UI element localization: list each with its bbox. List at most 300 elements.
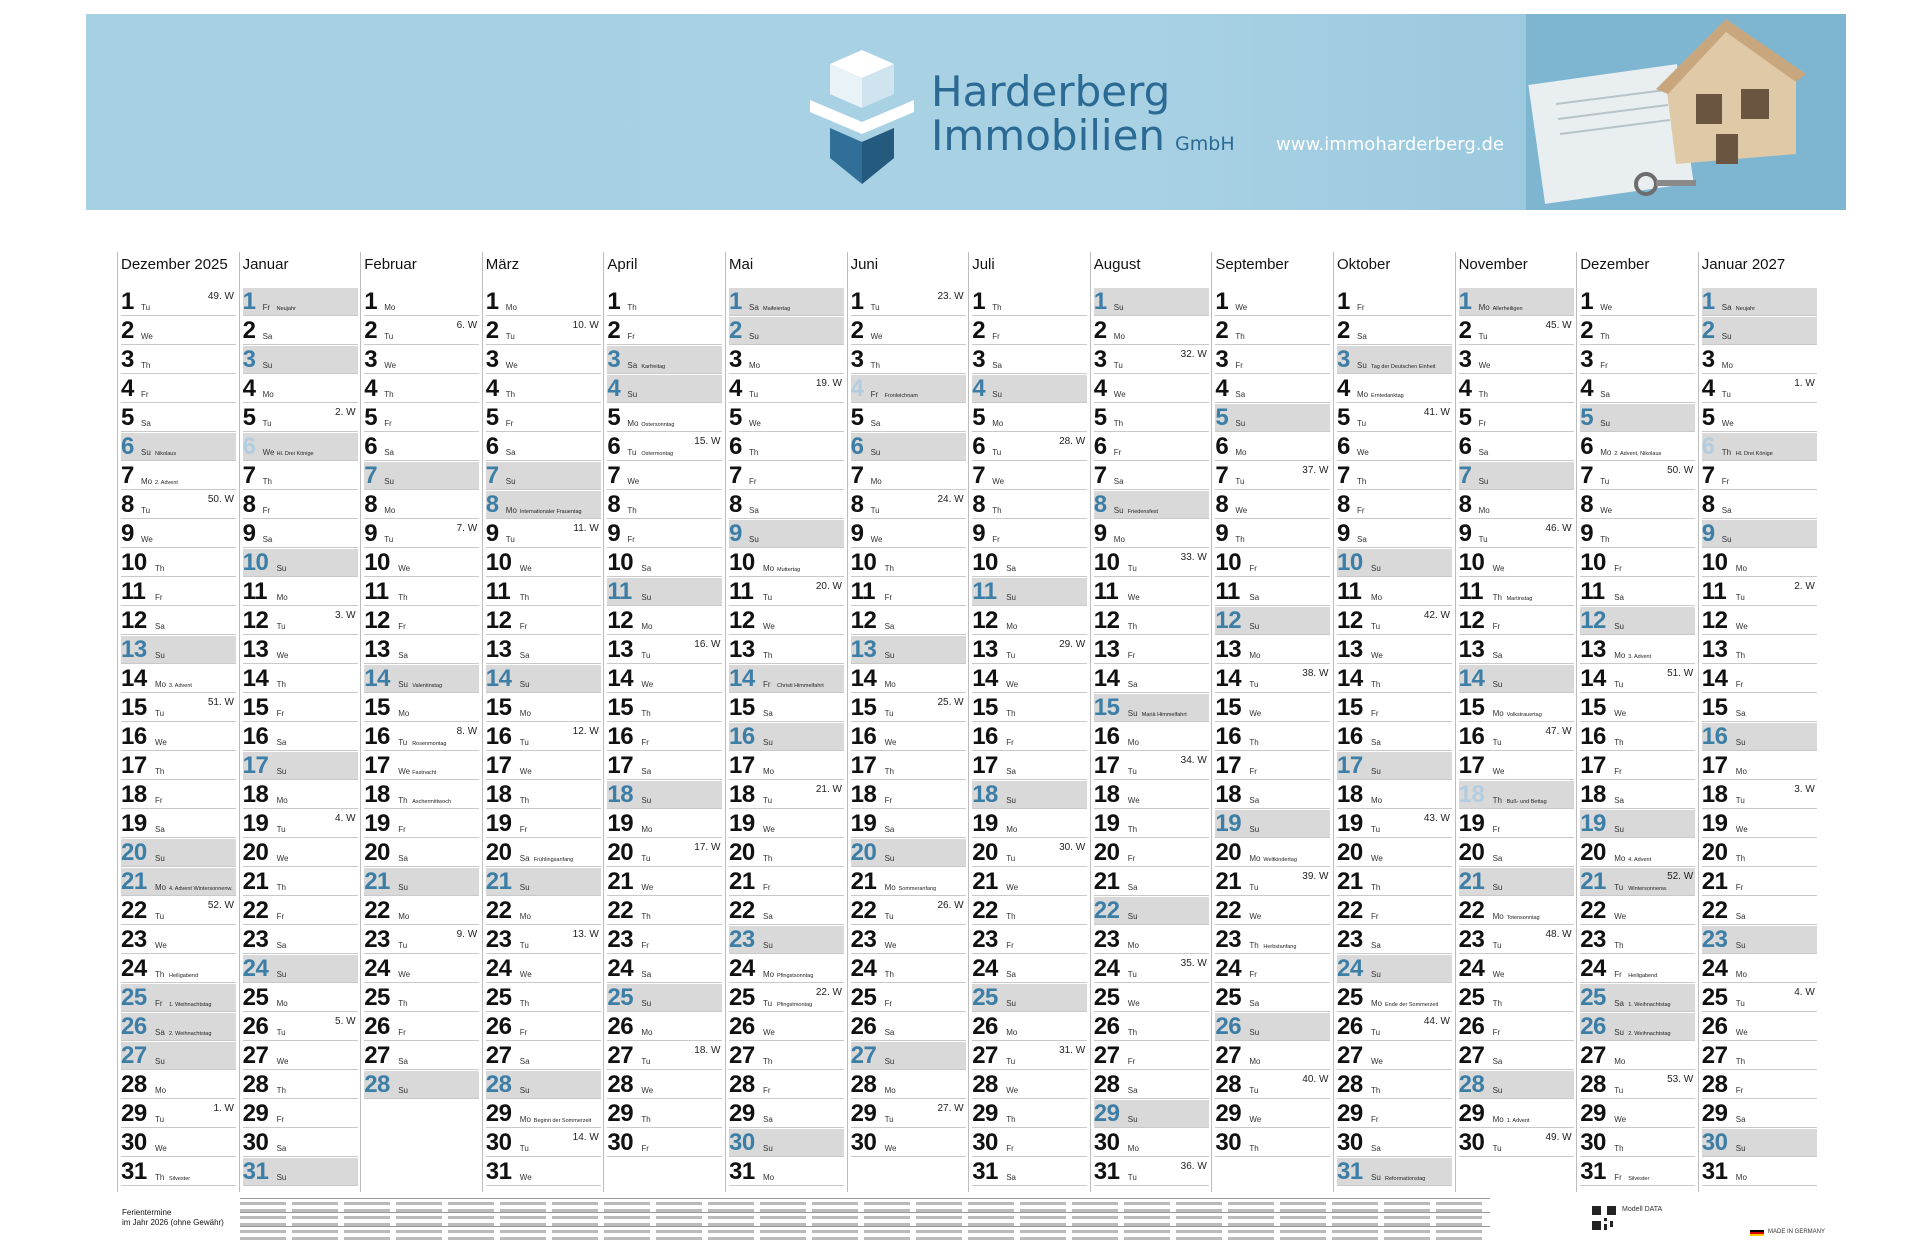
day-row (1094, 1042, 1209, 1070)
day-number: 2 (607, 317, 621, 344)
day-number: 7 (850, 462, 864, 489)
day-row (121, 694, 236, 722)
weekday-label: Fr (519, 825, 528, 834)
weekday-label: Tu (641, 854, 651, 863)
weekday-label: Sa (276, 941, 287, 950)
weekday-label: Th (627, 506, 637, 515)
weekday-label: Th (1235, 332, 1245, 341)
table-cell (396, 1202, 442, 1205)
week-number: 1. W (1794, 378, 1815, 389)
day-number: 4 (1458, 375, 1472, 402)
weekday-label: We (992, 477, 1005, 486)
table-cell (1072, 1202, 1118, 1205)
table-cell (1384, 1202, 1430, 1205)
day-number: 30 (242, 1129, 269, 1156)
weekday-label: We (1127, 796, 1140, 805)
day-row (607, 810, 722, 838)
day-row (1337, 520, 1452, 548)
day-number: 20 (1701, 839, 1728, 866)
weekday-label: Mo (1249, 651, 1261, 660)
day-row (1580, 346, 1695, 374)
day-number: 19 (485, 810, 512, 837)
day-row (851, 607, 966, 635)
day-row (1580, 723, 1695, 751)
weekday-label: Sa (763, 1115, 773, 1124)
day-row (1094, 636, 1209, 664)
day-row (243, 346, 358, 374)
day-row (851, 665, 966, 693)
holiday-note: Rosenmontag (412, 741, 447, 747)
day-row (1337, 984, 1452, 1012)
day-row (243, 1158, 358, 1186)
day-number: 19 (607, 810, 634, 837)
weekday-label: Th (1371, 680, 1381, 689)
table-cell (1176, 1230, 1222, 1233)
day-number: 25 (242, 984, 269, 1011)
day-number: 23 (1093, 926, 1120, 953)
weekday-label: Sa (141, 419, 151, 428)
ferien-title: Ferientermine (122, 1208, 172, 1217)
day-number: 31 (1701, 1158, 1728, 1185)
day-row (121, 1071, 236, 1099)
holiday-note: 1. Weihnachtstag (1628, 1002, 1671, 1008)
day-row (1094, 897, 1209, 925)
day-number: 27 (729, 1042, 755, 1069)
day-number: 1 (1215, 288, 1229, 315)
day-row (607, 462, 722, 490)
weekday-label: Mo (749, 361, 761, 370)
day-row (1094, 288, 1209, 316)
weekday-label: Sa (1492, 854, 1503, 863)
weekday-label: Su (1127, 1115, 1138, 1124)
weekday-label: Th (1113, 419, 1124, 428)
day-row (972, 1129, 1087, 1157)
weekday-label: Su (398, 1086, 408, 1095)
day-number: 11 (1215, 578, 1240, 605)
weekday-label: We (1614, 1115, 1627, 1124)
day-row (1094, 520, 1209, 548)
day-row (1215, 346, 1330, 374)
day-number: 24 (607, 955, 634, 982)
table-cell (656, 1223, 702, 1226)
weekday-label: Fr (884, 593, 893, 602)
table-cell (500, 1216, 546, 1219)
day-number: 1 (1093, 288, 1107, 315)
day-number: 14 (1701, 665, 1728, 692)
day-number: 6 (729, 433, 742, 460)
day-row (607, 984, 722, 1012)
day-number: 26 (121, 1013, 147, 1040)
day-row (1702, 404, 1817, 432)
day-number: 25 (1093, 984, 1120, 1011)
day-number: 7 (1215, 462, 1229, 489)
day-number: 7 (121, 462, 134, 489)
day-number: 1 (607, 288, 621, 315)
day-row (1215, 375, 1330, 403)
weekday-label: Sa (1357, 332, 1367, 341)
weekday-label: We (1614, 912, 1627, 921)
day-number: 21 (1580, 868, 1606, 895)
day-number: 9 (1093, 520, 1107, 547)
day-row (1459, 694, 1574, 722)
weekday-label: Fr (1735, 1086, 1744, 1095)
day-number: 17 (850, 752, 877, 779)
day-row (364, 868, 479, 896)
month-header: August (1093, 256, 1141, 273)
day-number: 31 (729, 1158, 755, 1185)
weekday-label: Tu (1235, 477, 1245, 486)
day-row (851, 404, 966, 432)
day-row (486, 462, 601, 490)
day-number: 22 (364, 897, 390, 924)
day-row (1459, 607, 1574, 635)
weekday-label: Fr (1614, 1173, 1622, 1182)
weekday-label: Fr (1006, 1144, 1014, 1153)
table-cell (344, 1202, 390, 1205)
day-row (121, 810, 236, 838)
day-number: 12 (607, 607, 634, 634)
day-row (243, 1042, 358, 1070)
day-number: 6 (485, 433, 499, 460)
day-number: 28 (485, 1071, 512, 1098)
day-number: 28 (1458, 1071, 1485, 1098)
table-cell (760, 1237, 806, 1240)
day-number: 1 (1458, 288, 1472, 315)
day-number: 9 (242, 520, 256, 547)
weekday-label: Th (1600, 535, 1610, 544)
day-row (1580, 1158, 1695, 1186)
day-row (729, 1158, 844, 1186)
weekday-label: Th (262, 477, 272, 486)
table-cell (1124, 1216, 1170, 1219)
day-row (243, 607, 358, 635)
weekday-label: Fr (627, 332, 635, 341)
month-column (1580, 252, 1695, 1192)
weekday-label: Th (505, 390, 516, 399)
weekday-label: Fr (1371, 709, 1379, 718)
weekday-label: Th (398, 999, 408, 1008)
day-row (486, 1158, 601, 1186)
weekday-label: Fr (155, 796, 163, 805)
day-row (1580, 520, 1695, 548)
day-row (729, 433, 844, 461)
day-row (1215, 462, 1330, 490)
weekday-label: Su (1235, 419, 1246, 428)
day-number: 5 (242, 404, 256, 431)
weekday-label: Th (276, 1086, 286, 1095)
week-number: 28. W (1059, 436, 1086, 447)
weekday-label: We (884, 941, 897, 950)
day-row (729, 752, 844, 780)
day-number: 8 (121, 491, 134, 518)
day-row (729, 839, 844, 867)
day-row (121, 781, 236, 809)
day-number: 16 (485, 723, 512, 750)
month-column (729, 252, 844, 1192)
month-column (121, 252, 236, 1192)
table-cell (448, 1202, 494, 1205)
day-row (243, 1013, 358, 1041)
day-number: 30 (1337, 1129, 1363, 1156)
month-column (1337, 252, 1452, 1192)
table-cell (500, 1209, 546, 1212)
day-number: 10 (485, 549, 512, 576)
weekday-label: Su (763, 941, 773, 950)
weekday-label: We (1371, 1057, 1383, 1066)
day-row (1459, 404, 1574, 432)
weekday-label: We (398, 970, 411, 979)
weekday-label: Mo (1735, 564, 1747, 573)
table-cell (864, 1230, 910, 1233)
day-row (364, 926, 479, 954)
table-cell (1124, 1223, 1170, 1226)
day-number: 13 (121, 636, 147, 663)
day-number: 18 (1337, 781, 1363, 808)
table-cell (1332, 1216, 1378, 1219)
day-row (607, 1013, 722, 1041)
weekday-label: Tu (1478, 332, 1488, 341)
day-number: 29 (972, 1100, 998, 1127)
day-row (1094, 694, 1209, 722)
table-cell (1228, 1216, 1274, 1219)
day-number: 26 (364, 1013, 390, 1040)
day-number: 25 (972, 984, 998, 1011)
weekday-label: Sa (276, 1144, 287, 1153)
weekday-label: We (519, 564, 532, 573)
day-number: 2 (850, 317, 864, 344)
weekday-label: Fr (276, 912, 285, 921)
day-row (972, 1013, 1087, 1041)
day-number: 9 (121, 520, 134, 547)
weekday-label: Mo (763, 564, 775, 573)
table-cell (448, 1223, 494, 1226)
weekday-label: Th (1127, 1028, 1138, 1037)
day-row (121, 723, 236, 751)
website-url[interactable]: www.immoharderberg.de (1276, 134, 1504, 155)
day-row (1580, 404, 1695, 432)
day-number: 22 (1337, 897, 1363, 924)
weekday-label: Su (1357, 361, 1367, 370)
day-number: 4 (364, 375, 378, 402)
day-number: 6 (1458, 433, 1472, 460)
day-row (364, 694, 479, 722)
weekday-label: Sa (384, 448, 394, 457)
day-number: 6 (1215, 433, 1229, 460)
day-row (486, 288, 601, 316)
day-number: 29 (485, 1100, 512, 1127)
table-cell (552, 1237, 598, 1240)
table-cell (1332, 1230, 1378, 1233)
day-number: 31 (1580, 1158, 1606, 1185)
weekday-label: Th (870, 361, 880, 370)
day-number: 15 (1458, 694, 1485, 721)
weekday-label: Tu (141, 506, 151, 515)
weekday-label: Su (884, 854, 895, 863)
weekday-label: Sa (1614, 999, 1624, 1008)
weekday-label: Tu (1735, 593, 1745, 602)
day-row (364, 288, 479, 316)
weekday-label: Th (1371, 883, 1381, 892)
day-row (851, 955, 966, 983)
weekday-label: Sa (398, 651, 408, 660)
day-number: 26 (1458, 1013, 1485, 1040)
holiday-note: Karfreitag (641, 364, 666, 370)
holiday-note: Ostermontag (641, 451, 674, 457)
day-number: 17 (972, 752, 998, 779)
table-cell (344, 1223, 390, 1226)
weekday-label: We (1371, 854, 1383, 863)
day-number: 20 (121, 839, 147, 866)
weekday-label: Tu (749, 390, 759, 399)
month-header: September (1215, 256, 1289, 273)
day-row (243, 955, 358, 983)
day-row (243, 723, 358, 751)
weekday-label: Mo (884, 1086, 896, 1095)
day-row (607, 926, 722, 954)
day-row (243, 926, 358, 954)
table-cell (344, 1237, 390, 1240)
day-row (1459, 1071, 1574, 1099)
week-number: 35. W (1180, 958, 1207, 969)
day-row (729, 1071, 844, 1099)
day-row (1702, 1042, 1817, 1070)
day-number: 5 (1701, 404, 1715, 431)
day-number: 6 (1580, 433, 1594, 460)
day-number: 22 (607, 897, 634, 924)
day-number: 15 (242, 694, 269, 721)
day-number: 11 (242, 578, 267, 605)
day-number: 21 (1701, 868, 1728, 895)
day-row (972, 549, 1087, 577)
month-header: März (485, 256, 520, 273)
weekday-label: We (641, 1086, 654, 1095)
day-number: 4 (850, 375, 864, 402)
week-number: 44. W (1423, 1016, 1450, 1027)
day-row (1459, 288, 1574, 316)
weekday-label: Su (763, 1144, 773, 1153)
day-row (243, 433, 358, 461)
day-row (121, 1013, 236, 1041)
day-number: 15 (1580, 694, 1606, 721)
weekday-label: Mo (1127, 941, 1139, 950)
weekday-label: Tu (1127, 1173, 1137, 1182)
week-number: 23. W (937, 291, 964, 302)
day-row (1094, 723, 1209, 751)
weekday-label: Mo (519, 1115, 531, 1124)
day-row (486, 868, 601, 896)
weekday-label: We (1492, 970, 1505, 979)
day-row (972, 375, 1087, 403)
weekday-label: Tu (1614, 680, 1624, 689)
weekday-label: Sa (155, 1028, 165, 1037)
table-cell (864, 1223, 910, 1226)
day-row (1337, 462, 1452, 490)
day-number: 14 (1337, 665, 1363, 692)
table-cell (1228, 1223, 1274, 1226)
day-row (364, 317, 479, 345)
day-number: 21 (729, 868, 755, 895)
day-number: 23 (121, 926, 147, 953)
weekday-label: We (1492, 767, 1505, 776)
day-number: 17 (1580, 752, 1606, 779)
table-cell (448, 1209, 494, 1212)
day-number: 10 (1093, 549, 1120, 576)
day-row (607, 404, 722, 432)
weekday-label: Fr (992, 535, 1000, 544)
brand-line2: Immobilien GmbH (931, 111, 1235, 160)
weekday-label: Th (1600, 332, 1610, 341)
table-cell (760, 1202, 806, 1205)
day-number: 20 (972, 839, 998, 866)
weekday-label: Th (1735, 1057, 1746, 1066)
weekday-label: Fr (1249, 564, 1257, 573)
day-number: 30 (121, 1129, 147, 1156)
table-cell (500, 1202, 546, 1205)
day-number: 14 (729, 665, 755, 692)
day-row (121, 1158, 236, 1186)
weekday-label: Tu (884, 1115, 894, 1124)
weekday-label: Mo (1478, 303, 1490, 312)
day-number: 29 (607, 1100, 634, 1127)
table-cell (604, 1237, 650, 1240)
table-cell (864, 1202, 910, 1205)
day-row (364, 984, 479, 1012)
day-number: 14 (1215, 665, 1242, 692)
day-number: 23 (972, 926, 998, 953)
weekday-label: Th (519, 593, 530, 602)
day-number: 10 (607, 549, 634, 576)
table-cell (240, 1230, 286, 1233)
weekday-label: Fr (1006, 941, 1014, 950)
day-number: 10 (1215, 549, 1242, 576)
table-cell (708, 1237, 754, 1240)
day-row (1215, 1129, 1330, 1157)
day-number: 19 (1580, 810, 1606, 837)
week-number: 32. W (1180, 349, 1207, 360)
day-number: 12 (121, 607, 147, 634)
day-number: 19 (1337, 810, 1363, 837)
day-number: 24 (729, 955, 755, 982)
day-number: 18 (729, 781, 755, 808)
weekday-label: Su (1721, 332, 1732, 341)
weekday-label: Mo (519, 709, 531, 718)
weekday-label: Mo (519, 912, 531, 921)
day-row (972, 984, 1087, 1012)
day-row (1337, 346, 1452, 374)
day-number: 16 (607, 723, 634, 750)
day-number: 13 (607, 636, 634, 663)
day-number: 30 (1093, 1129, 1120, 1156)
weekday-label: Mo (505, 506, 517, 515)
day-number: 16 (1701, 723, 1728, 750)
day-number: 13 (1701, 636, 1728, 663)
holiday-note: Totensonntag (1506, 915, 1540, 921)
day-number: 24 (850, 955, 877, 982)
weekday-label: Sa (1357, 535, 1367, 544)
table-cell (1384, 1223, 1430, 1226)
table-cell (240, 1202, 286, 1205)
weekday-label: Mo (627, 419, 639, 428)
weekday-label: Mo (763, 1173, 775, 1182)
day-row (972, 781, 1087, 809)
weekday-label: Sa (1127, 680, 1138, 689)
day-row (486, 897, 601, 925)
table-cell (708, 1202, 754, 1205)
day-row (1337, 317, 1452, 345)
weekday-label: Tu (763, 999, 773, 1008)
day-number: 4 (1580, 375, 1594, 402)
weekday-label: Mo (641, 825, 653, 834)
